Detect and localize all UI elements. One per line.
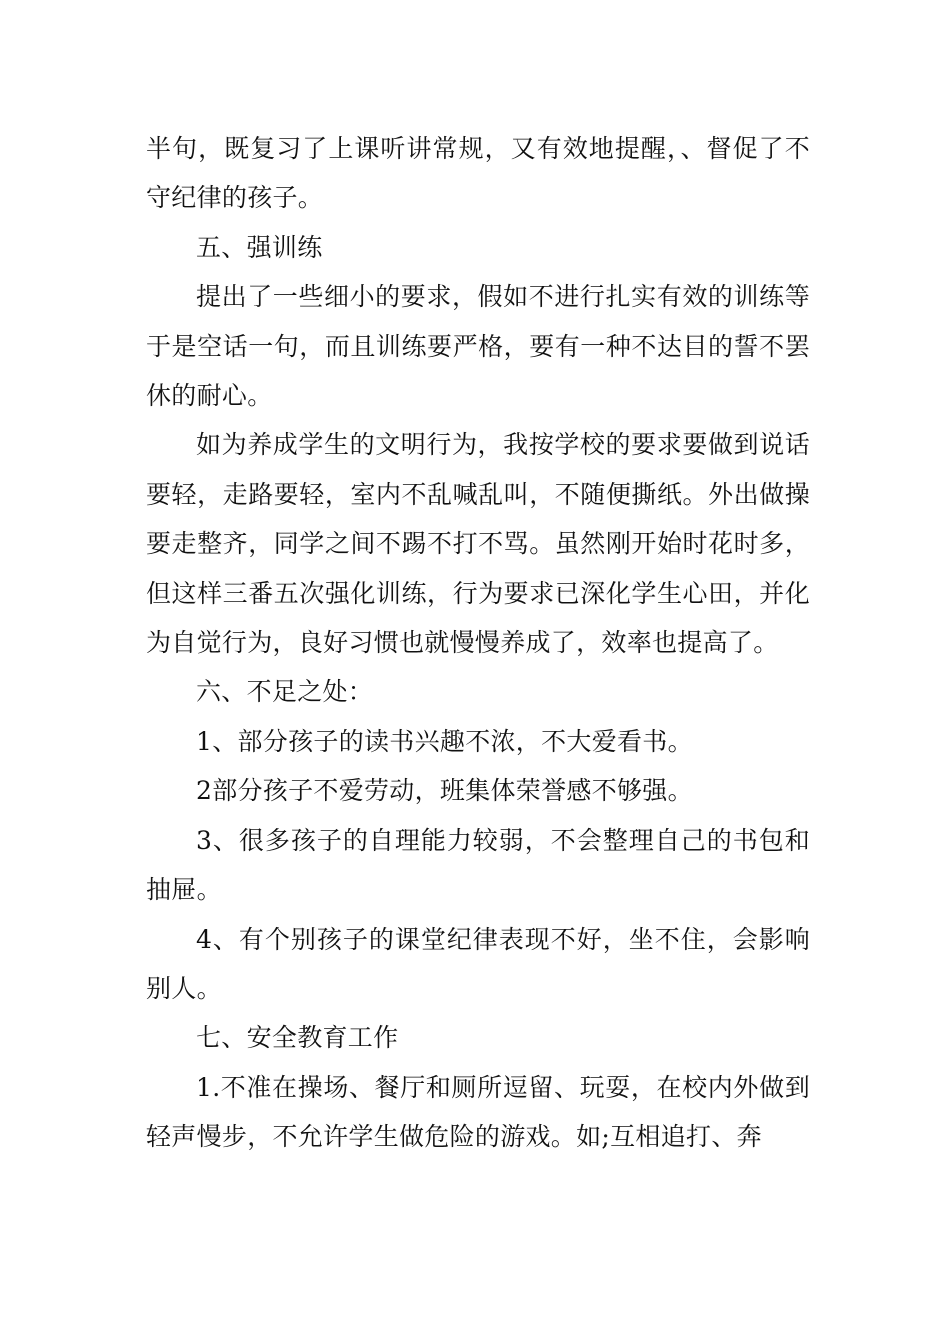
- list-item-3: 3、很多孩子的自理能力较弱，不会整理自己的书包和抽屉。: [146, 825, 810, 905]
- paragraph-civilized-behavior: 如为养成学生的文明行为，我按学校的要求要做到说话要轻，走路要轻，室内不乱喊乱叫，不随便撕纸。外出做操要走整齐，同学之间不踢不打不骂。虽然刚开始时花时多，但这样三番五次强化训练，行为要求已深化学生心田，并化为自觉行为，良好习惯也就慢慢养成了，效率也提高了。: [146, 430, 810, 658]
- paragraph-training-requirements: 提出了一些细小的要求，假如不进行扎实有效的训练等于是空话一句，而且训练要严格，要有一种不达目的誓不罢休的耐心。: [146, 282, 810, 411]
- section-heading-6: 六、不足之处：: [196, 677, 374, 707]
- paragraph-continuation: 半句，既复习了上课听讲常规，又有效地提醒，、督促了不守纪律的孩子。: [146, 134, 810, 213]
- safety-item-1: 1.不准在操场、餐厅和厕所逗留、玩耍，在校内外做到轻声慢步，不允许学生做危险的游戏。如;互相追打、奔: [146, 1072, 810, 1152]
- list-item-2: 2部分孩子不爱劳动，班集体荣誉感不够强。: [196, 776, 693, 806]
- document-body: [146, 124, 810, 1162]
- list-item-1: 1、部分孩子的读书兴趣不浓，不大爱看书。: [196, 726, 693, 756]
- list-item-4: 4、有个别孩子的课堂纪律表现不好，坐不住，会影响别人。: [146, 924, 810, 1003]
- section-heading-7: 七、安全教育工作: [196, 1023, 399, 1053]
- section-heading-5: 五、强训练: [196, 232, 323, 262]
